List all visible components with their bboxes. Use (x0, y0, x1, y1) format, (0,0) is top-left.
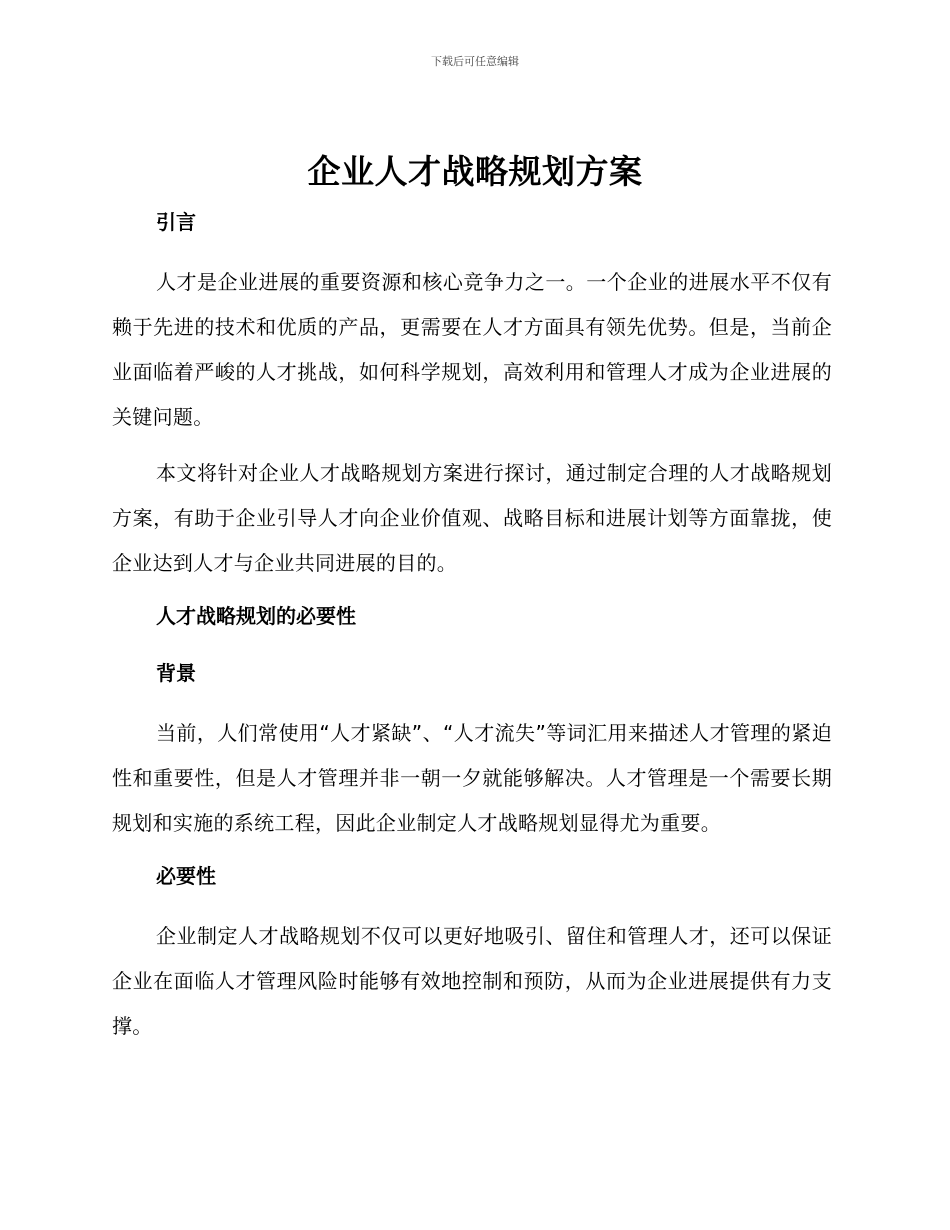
intro-paragraph-2: 本文将针对企业人才战略规划方案进行探讨，通过制定合理的人才战略规划方案，有助于企业引导人才向企业价值观、战略目标和进展计划等方面靠拢，使企业达到人才与企业共同进展的目的。 (112, 461, 832, 575)
necessity-paragraph: 企业制定人才战略规划不仅可以更好地吸引、留住和管理人才，还可以保证企业在面临人才管理风险时能够有效地控制和预防，从而为企业进展提供有力支撑。 (112, 924, 832, 1038)
background-heading: 背景 (156, 661, 196, 685)
section-heading: 人才战略规划的必要性 (156, 604, 356, 628)
intro-paragraph-1: 人才是企业进展的重要资源和核心竞争力之一。一个企业的进展水平不仅有赖于先进的技术和优质的产品，更需要在人才方面具有领先优势。但是，当前企业面临着严峻的人才挑战，如何科学规划，高效利用和管理人才成为企业进展的关键问题。 (112, 270, 832, 429)
page-header-note: 下载后可任意编辑 (431, 55, 519, 68)
intro-heading: 引言 (156, 210, 196, 234)
document-title: 企业人才战略规划方案 (307, 152, 643, 191)
necessity-heading: 必要性 (156, 864, 216, 888)
document-body (112, 203, 832, 1049)
background-paragraph: 当前，人们常使用“人才紧缺”、“人才流失”等词汇用来描述人才管理的紧迫性和重要性，但是人才管理并非一朝一夕就能够解决。人才管理是一个需要长期规划和实施的系统工程，因此企业制定人才战略规划显得尤为重要。 (112, 721, 832, 835)
